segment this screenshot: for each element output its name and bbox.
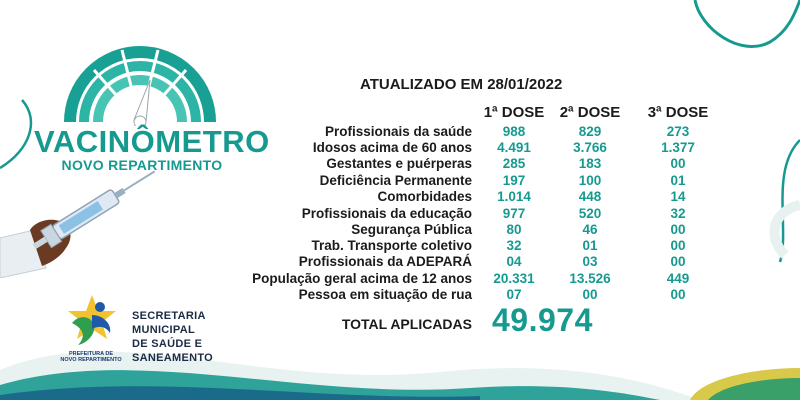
- dose1-value: 80: [506, 222, 522, 237]
- total-label: TOTAL APLICADAS: [341, 316, 472, 332]
- dose-header-1: 1ª DOSE: [483, 104, 545, 121]
- dose1-value: 04: [506, 254, 522, 269]
- dose-header-3: 3ª DOSE: [647, 104, 709, 121]
- gauge-icon: [64, 40, 216, 126]
- dose1-value: 4.491: [497, 140, 531, 155]
- row-label: Trab. Transporte coletivo: [311, 238, 472, 253]
- row-label: População geral acima de 12 anos: [252, 271, 472, 286]
- dose3-value: 32: [670, 206, 686, 221]
- dose3-value: 00: [670, 254, 686, 269]
- dose1-value: 197: [502, 173, 526, 188]
- dose1-value: 977: [502, 206, 526, 221]
- dose2-value: 01: [582, 238, 598, 253]
- dose2-value: 183: [578, 156, 602, 171]
- dose1-value: 1.014: [497, 189, 531, 204]
- dose3-value: 273: [666, 124, 690, 139]
- org-line-2: MUNICIPAL: [132, 324, 195, 336]
- row-label: Gestantes e puérperas: [326, 156, 472, 171]
- dose1-value: 988: [502, 124, 526, 139]
- dose3-value: 00: [670, 287, 686, 302]
- logo-caption: PREFEITURA DE NOVO REPARTIMENTO: [60, 351, 122, 363]
- brand-title: VACINÔMETRO: [34, 124, 270, 159]
- row-label: Pessoa em situação de rua: [298, 287, 472, 302]
- dose2-value: 3.766: [573, 140, 607, 155]
- row-label: Profissionais da ADEPARÁ: [298, 254, 472, 269]
- dose2-value: 00: [582, 287, 598, 302]
- row-label: Segurança Pública: [351, 222, 472, 237]
- dose1-value: 285: [502, 156, 526, 171]
- org-line-3: DE SAÚDE E: [132, 338, 203, 350]
- row-label: Profissionais da educação: [301, 206, 472, 221]
- dose-header-2: 2ª DOSE: [559, 104, 621, 121]
- dose2-value: 520: [578, 206, 602, 221]
- dose3-value: 1.377: [661, 140, 695, 155]
- dose1-value: 20.331: [493, 271, 535, 286]
- dose3-value: 00: [670, 222, 686, 237]
- dose2-value: 03: [582, 254, 598, 269]
- dose2-value: 13.526: [569, 271, 611, 286]
- dose2-value: 46: [582, 222, 598, 237]
- brand-subtitle: NOVO REPARTIMENTO: [61, 157, 223, 173]
- updated-date: ATUALIZADO EM 28/01/2022: [360, 76, 563, 93]
- org-line-1: SECRETARIA: [132, 310, 206, 322]
- dose3-value: 00: [670, 238, 686, 253]
- total-value: 49.974: [492, 302, 593, 338]
- dose2-value: 100: [578, 173, 602, 188]
- dose1-value: 32: [506, 238, 522, 253]
- row-label: Deficiência Permanente: [319, 173, 472, 188]
- dose3-value: 00: [670, 156, 686, 171]
- dose1-value: 07: [506, 287, 522, 302]
- dose3-value: 14: [670, 189, 686, 204]
- dose3-value: 01: [670, 173, 686, 188]
- dose2-value: 829: [578, 124, 602, 139]
- row-label: Idosos acima de 60 anos: [312, 140, 472, 155]
- dose3-value: 449: [666, 271, 690, 286]
- org-line-4: SANEAMENTO: [132, 352, 214, 364]
- row-label: Comorbidades: [377, 189, 472, 204]
- dose2-value: 448: [578, 189, 602, 204]
- row-label: Profissionais da saúde: [324, 124, 472, 139]
